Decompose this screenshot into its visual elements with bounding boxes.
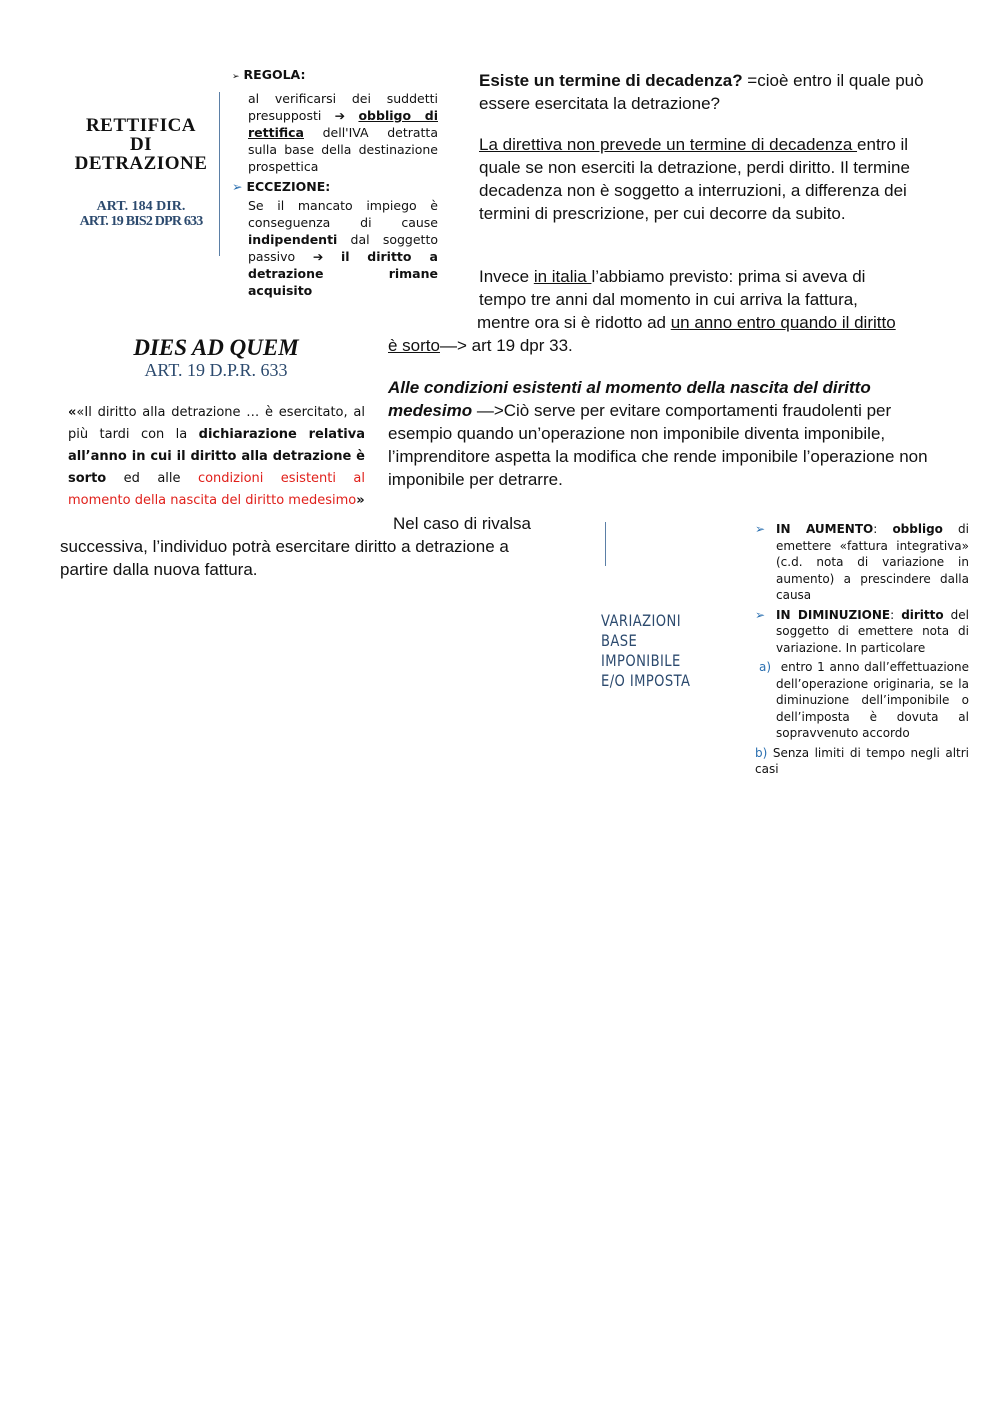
- aumento-bold: obbligo: [892, 522, 943, 536]
- direttiva-underlined: La direttiva non prevede un termine di decadenza: [479, 135, 858, 154]
- diminuzione-colon: :: [890, 607, 902, 622]
- decadenza-paragraph: [479, 69, 949, 115]
- italia-text: —> art 19 dpr 33.: [439, 336, 573, 355]
- bullet-arrow-icon: ➢: [755, 607, 766, 622]
- italia-underlined: un anno entro quando il diritto: [670, 313, 896, 332]
- regola-text: [232, 90, 438, 175]
- quote-close: »: [356, 493, 365, 508]
- direttiva-paragraph: [479, 133, 949, 225]
- sub-item-marker: a): [759, 660, 772, 674]
- variazioni-title-line: E/O IMPOSTA: [601, 671, 691, 690]
- dies-ad-quem-title: DIES AD QUEM: [133, 335, 299, 360]
- rivalsa-line: Nel caso di rivalsa: [393, 514, 531, 533]
- eccezione-text-a: Se il mancato impiego è conseguenza di cause: [248, 198, 438, 230]
- bullet-arrow-icon: ➢: [232, 72, 240, 82]
- bullet-arrow-icon: ➢: [755, 522, 766, 536]
- dies-ad-quem-quote: [68, 402, 365, 512]
- regola-obbligo: obbligo di rettifica: [248, 108, 438, 140]
- eccezione-diritto: diritto a detrazione rimane acquisito: [248, 249, 438, 298]
- eccezione-text-c: dal soggetto passivo: [248, 232, 438, 264]
- rettifica-ref-line: ART. 19 BIS2 DPR 633: [79, 214, 203, 229]
- quote-text: «Il diritto alla detrazione … è esercitato, al più tardi con la: [68, 405, 365, 442]
- bullet-arrow-icon: ➢: [232, 179, 243, 194]
- sub-item-text: entro 1 anno dall’effettuazione dell’operazione originaria, se la diminuzione dell’imponibile o dell’imposta è dovuta al sopravvenuto accordo: [776, 660, 969, 740]
- eccezione-text-d: il: [341, 249, 350, 264]
- variazioni-title-line: BASE IMPONIBILE: [601, 631, 681, 670]
- aumento-label: IN AUMENTO: [776, 522, 874, 536]
- italia-text: Invece: [479, 267, 534, 286]
- italia-underlined: è sorto: [388, 336, 440, 355]
- rettifica-title: [66, 116, 216, 173]
- italia-text: mentre ora si è ridotto ad: [477, 313, 671, 332]
- regola-label: REGOLA:: [243, 67, 306, 82]
- dies-ad-quem-ref: ART. 19 D.P.R. 633: [144, 360, 288, 380]
- sub-item-a: [755, 659, 969, 742]
- arrow-icon: ➔: [334, 108, 346, 123]
- rettifica-ref-line: ART. 184 DIR.: [96, 199, 186, 214]
- diminuzione-item: [755, 607, 969, 657]
- italia-line: [388, 334, 958, 357]
- italia-line: tempo tre anni dal momento in cui arriva la fattura,: [479, 290, 858, 309]
- aumento-item: [755, 521, 969, 604]
- italia-line: [388, 265, 958, 288]
- regola-text-c: dell'IVA detratta sulla base della destinazione prospettica: [248, 125, 438, 174]
- diminuzione-text: del soggetto di emettere nota di variazione. In particolare: [776, 607, 969, 655]
- aumento-colon: :: [873, 522, 893, 536]
- condizioni-paragraph: [388, 376, 958, 491]
- decadenza-question: Esiste un termine di decadenza?: [479, 71, 743, 90]
- rettifica-refs: [66, 199, 216, 229]
- quote-text: ed alle: [106, 471, 198, 486]
- arrow-icon: ➔: [312, 249, 324, 264]
- rettifica-title-line: DETRAZIONE: [74, 153, 208, 174]
- vertical-divider: [219, 92, 220, 256]
- quote-open: «: [68, 405, 77, 420]
- rivalsa-rest: successiva, l’individuo potrà esercitare diritto a detrazione a partire dalla nuova fattura.: [60, 537, 509, 579]
- rivalsa-paragraph: [60, 512, 560, 581]
- eccezione-indipendenti: indipendenti: [248, 232, 338, 247]
- variazioni-block: [755, 521, 969, 778]
- sub-item-text: Senza limiti di tempo negli altri casi: [755, 745, 969, 776]
- italia-text: l’abbiamo previsto: prima si aveva di: [591, 267, 866, 286]
- quote-red: condizioni esistenti al momento della nascita del diritto medesimo: [68, 471, 365, 508]
- italia-paragraph: [388, 265, 958, 357]
- direttiva-rest: entro il quale se non eserciti la detrazione, perdi diritto. Il termine decadenza non è soggetto a interruzioni, a differenza dei termini di prescrizione, per cui decorre da subito.: [479, 135, 910, 223]
- diminuzione-label: IN DIMINUZIONE: [776, 607, 891, 622]
- eccezione-label: ECCEZIONE:: [246, 179, 331, 194]
- rettifica-title-line: DI: [129, 134, 153, 155]
- rettifica-title-line: RETTIFICA: [85, 115, 197, 136]
- eccezione-heading: [232, 178, 438, 195]
- sub-item-b: [755, 745, 969, 778]
- aumento-text: di emettere «fattura integrativa» (c.d. nota di variazione in aumento) a prescindere dalla causa: [776, 522, 970, 602]
- regola-heading: [232, 66, 438, 86]
- italia-line: [388, 311, 958, 334]
- condizioni-rest: —>Ciò serve per evitare comportamenti fraudolenti per esempio quando un’operazione non imponibile diventa imponibile, l’imprenditore aspetta la modifica che rende imponibile l’operazione non imponibile per detrarre.: [388, 401, 928, 489]
- quote-bold: dichiarazione relativa all’anno in cui il diritto alla detrazione è sorto: [68, 427, 365, 486]
- regola-text-a: al verificarsi dei suddetti presupposti: [248, 91, 438, 123]
- variazioni-title: [601, 611, 716, 691]
- variazioni-title-line: VARIAZIONI: [601, 611, 682, 630]
- diminuzione-bold: diritto: [901, 607, 944, 622]
- italia-underlined: in italia: [533, 267, 592, 286]
- vertical-divider: [605, 522, 606, 566]
- sub-item-marker: b): [755, 745, 768, 760]
- decadenza-rest: =cioè entro il quale può essere esercitata la detrazione?: [479, 71, 924, 113]
- condizioni-heading: Alle condizioni esistenti al momento della nascita del diritto medesimo: [388, 378, 871, 420]
